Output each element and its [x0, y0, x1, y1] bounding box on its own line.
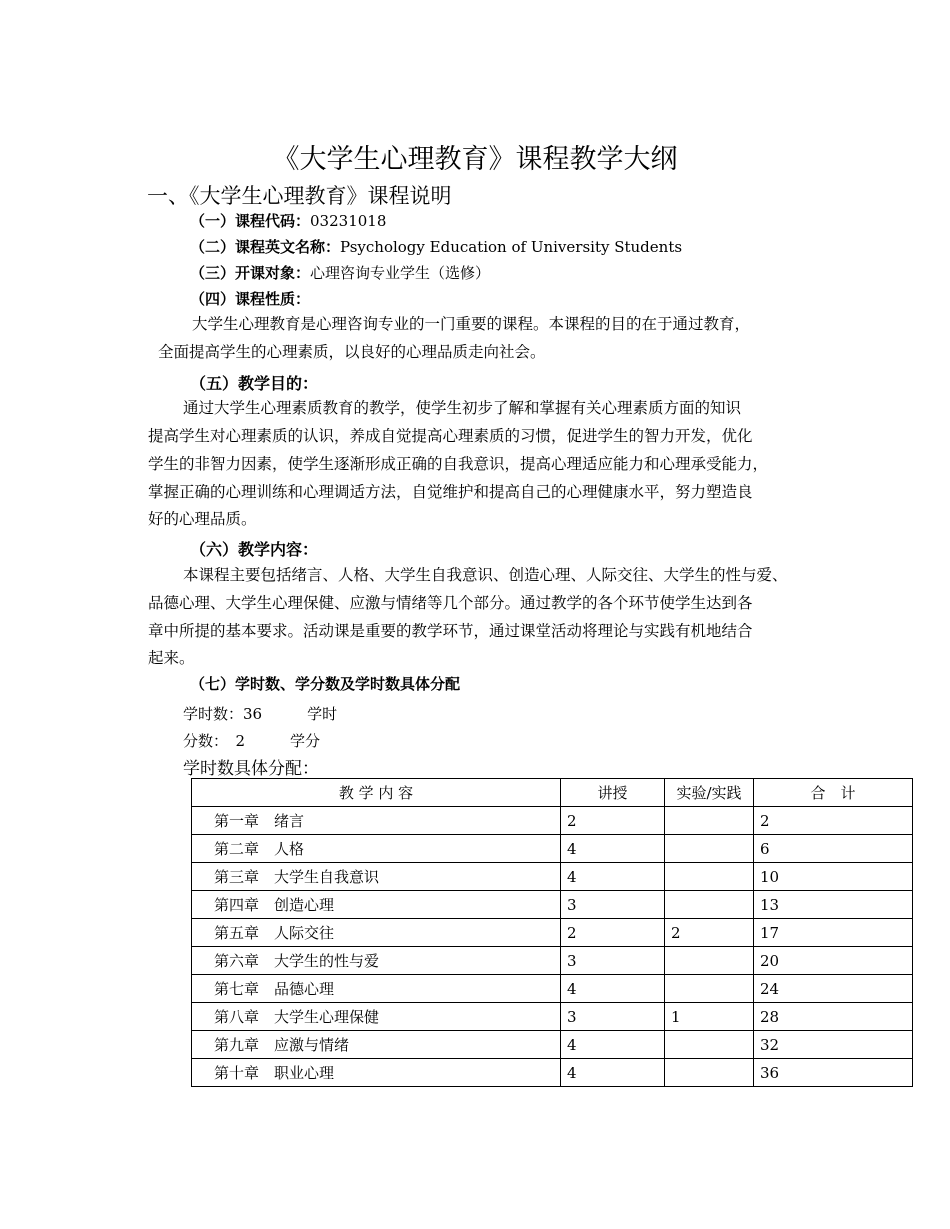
nature-paragraph-line: 大学生心理教育是心理咨询专业的一门重要的课程。本课程的目的在于通过教育， [192, 315, 751, 333]
content-heading: （六）教学内容： [190, 540, 319, 559]
practice-hours-cell [665, 947, 754, 975]
practice-hours-cell [665, 891, 754, 919]
purpose-paragraph-line: 好的心理品质。 [148, 510, 257, 528]
total-hours-cell: 2 [754, 807, 913, 835]
total-hours-cell: 10 [754, 863, 913, 891]
total-hours-cell: 17 [754, 919, 913, 947]
course-english-name [190, 236, 682, 257]
course-audience-label: （三）开课对象： [190, 264, 311, 282]
lecture-hours-cell: 4 [561, 1031, 665, 1059]
lecture-hours-cell: 4 [561, 835, 665, 863]
practice-hours-cell [665, 1031, 754, 1059]
total-hours-cell: 13 [754, 891, 913, 919]
course-code [190, 210, 386, 231]
table-row [192, 1059, 913, 1087]
total-hours-cell: 6 [754, 835, 913, 863]
course-code-label: （一）课程代码： [190, 212, 311, 230]
chapter-cell: 第八章 大学生心理保健 [192, 1003, 561, 1031]
purpose-paragraph-line: 掌握正确的心理训练和心理调适方法，自觉维护和提高自己的心理健康水平，努力塑造良 [148, 483, 753, 501]
total-hours-cell: 24 [754, 975, 913, 1003]
chapter-cell: 第四章 创造心理 [192, 891, 561, 919]
table-row [192, 919, 913, 947]
table-row [192, 807, 913, 835]
content-paragraph-line: 品德心理、大学生心理保健、应激与情绪等几个部分。通过教学的各个环节使学生达到各 [148, 594, 753, 612]
lecture-hours-cell: 4 [561, 975, 665, 1003]
header-total: 合 计 [754, 779, 913, 807]
practice-hours-cell [665, 1059, 754, 1087]
practice-hours-cell [665, 835, 754, 863]
lecture-hours-cell: 2 [561, 919, 665, 947]
total-hours-cell: 32 [754, 1031, 913, 1059]
total-hours-cell: 28 [754, 1003, 913, 1031]
credits: 分数： 2 学分 [183, 732, 321, 750]
purpose-heading: （五）教学目的： [190, 374, 319, 393]
table-row [192, 1003, 913, 1031]
course-nature [190, 288, 310, 309]
course-nature-label: （四）课程性质： [190, 290, 311, 308]
content-paragraph-line: 本课程主要包括绪言、人格、大学生自我意识、创造心理、人际交往、大学生的性与爱、 [183, 566, 788, 584]
lecture-hours-cell: 3 [561, 1003, 665, 1031]
table-header-row [192, 779, 913, 807]
table-row [192, 835, 913, 863]
chapter-cell: 第五章 人际交往 [192, 919, 561, 947]
page-title: 《大学生心理教育》课程教学大纲 [272, 144, 678, 175]
chapter-cell: 第七章 品德心理 [192, 975, 561, 1003]
table-row [192, 891, 913, 919]
lecture-hours-cell: 2 [561, 807, 665, 835]
nature-paragraph-line: 全面提高学生的心理素质，以良好的心理品质走向社会。 [158, 343, 546, 361]
total-hours-cell: 20 [754, 947, 913, 975]
course-code-value: 03231018 [310, 212, 387, 230]
chapter-cell: 第九章 应激与情绪 [192, 1031, 561, 1059]
practice-hours-cell: 1 [665, 1003, 754, 1031]
lecture-hours-cell: 4 [561, 863, 665, 891]
practice-hours-cell [665, 807, 754, 835]
hours-heading: （七）学时数、学分数及学时数具体分配 [190, 675, 461, 693]
course-audience-value: 心理咨询专业学生（选修） [310, 264, 491, 282]
header-lecture: 讲授 [561, 779, 665, 807]
purpose-paragraph-line: 提高学生对心理素质的认识，养成自觉提高心理素质的习惯，促进学生的智力开发，优化 [148, 427, 753, 445]
section-heading-course-description: 一、《大学生心理教育》课程说明 [147, 184, 452, 208]
chapter-cell: 第三章 大学生自我意识 [192, 863, 561, 891]
content-paragraph-line: 章中所提的基本要求。活动课是重要的教学环节，通过课堂活动将理论与实践有机地结合 [148, 622, 753, 640]
chapter-cell: 第二章 人格 [192, 835, 561, 863]
hours-allocation-table [191, 778, 913, 1087]
header-content: 教 学 内 容 [192, 779, 561, 807]
header-practice: 实验/实践 [665, 779, 754, 807]
course-english-name-label: （二）课程英文名称： [190, 238, 341, 256]
content-paragraph-line: 起来。 [148, 649, 195, 667]
allocation-label: 学时数具体分配： [183, 759, 319, 779]
practice-hours-cell [665, 863, 754, 891]
total-hours-cell: 36 [754, 1059, 913, 1087]
lecture-hours-cell: 3 [561, 891, 665, 919]
lecture-hours-cell: 4 [561, 1059, 665, 1087]
chapter-cell: 第十章 职业心理 [192, 1059, 561, 1087]
course-english-name-value: Psychology Education of University Students [340, 238, 683, 256]
course-audience [190, 262, 490, 283]
practice-hours-cell: 2 [665, 919, 754, 947]
purpose-paragraph-line: 通过大学生心理素质教育的教学，使学生初步了解和掌握有关心理素质方面的知识 [183, 399, 742, 417]
table-row [192, 863, 913, 891]
chapter-cell: 第六章 大学生的性与爱 [192, 947, 561, 975]
practice-hours-cell [665, 975, 754, 1003]
table-row [192, 947, 913, 975]
lecture-hours-cell: 3 [561, 947, 665, 975]
table-row [192, 1031, 913, 1059]
chapter-cell: 第一章 绪言 [192, 807, 561, 835]
table-row [192, 975, 913, 1003]
total-hours: 学时数：36 学时 [183, 705, 338, 723]
purpose-paragraph-line: 学生的非智力因素，使学生逐渐形成正确的自我意识，提高心理适应能力和心理承受能力， [148, 455, 769, 473]
